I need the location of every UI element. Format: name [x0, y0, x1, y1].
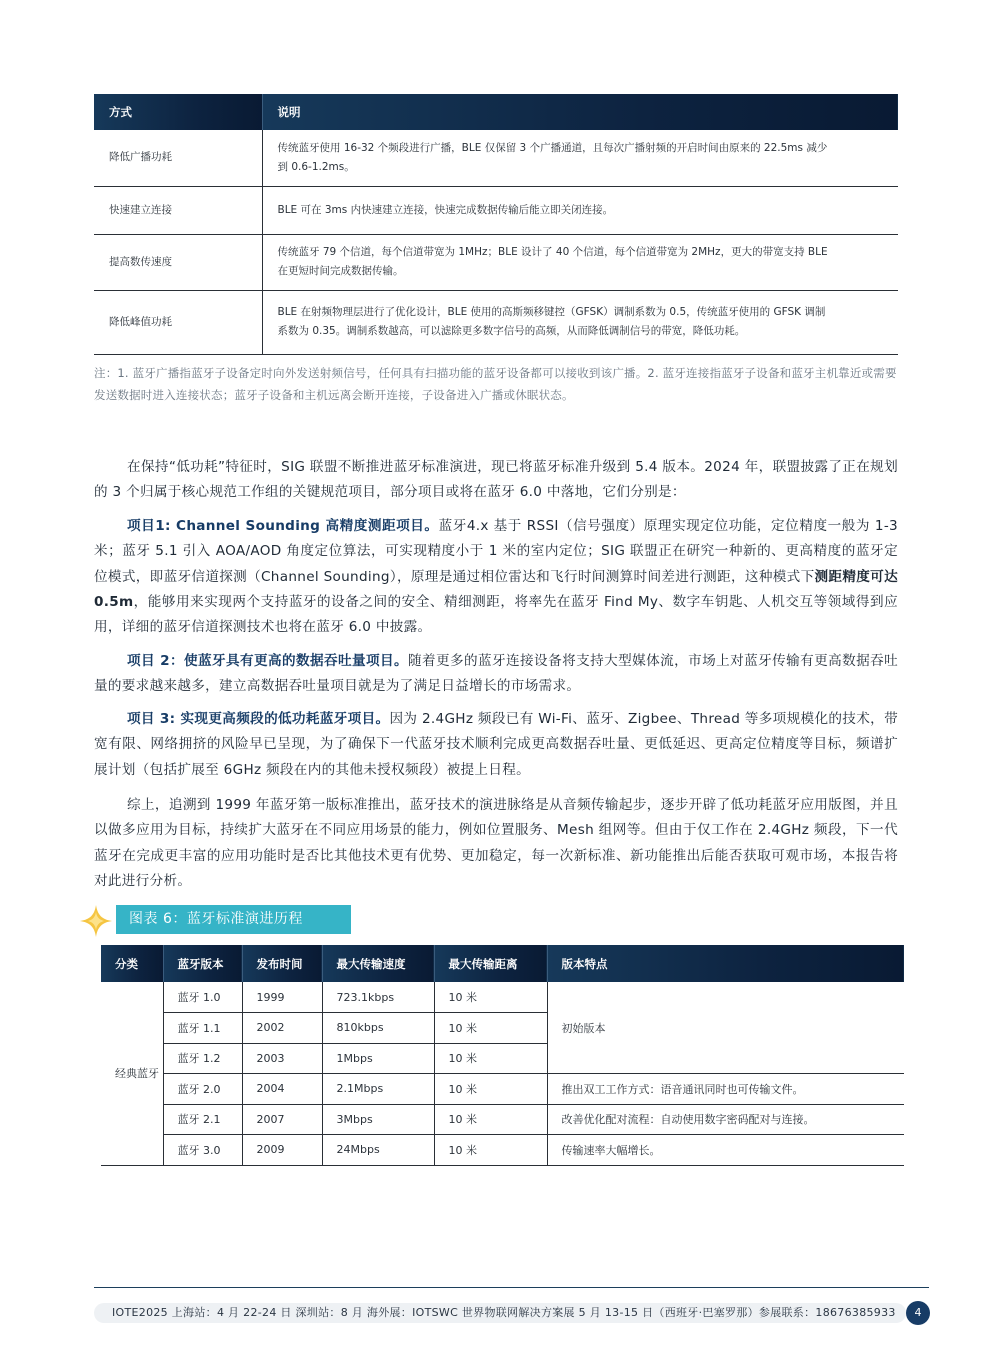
feature-cell: 推出双工工作方式：语音通讯同时也可传输文件。 [547, 1074, 904, 1105]
desc-cell [262, 290, 898, 354]
desc-line: 传统蓝牙使用 16-32 个频段进行广播，BLE 仅保留 3 个广播通道，且每次广播射频的开启时间由原来的 22.5ms 减少 [277, 141, 828, 154]
comparison-table [94, 94, 898, 355]
range-cell: 10 米 [434, 982, 547, 1013]
table-header-row [101, 945, 904, 982]
year-cell: 2003 [242, 1043, 322, 1074]
speed-cell: 24Mbps [322, 1135, 434, 1166]
paragraph-project-1 [94, 514, 898, 640]
bluetooth-evolution-table [101, 945, 904, 1166]
table-row [101, 1074, 904, 1105]
speed-cell: 1Mbps [322, 1043, 434, 1074]
year-cell: 2009 [242, 1135, 322, 1166]
paragraph-project-3 [94, 707, 898, 783]
project-1-heading: 项目1: Channel Sounding 高精度测距项目。 [127, 518, 439, 534]
table-row [94, 186, 898, 234]
paragraph-text: ，能够用来实现两个支持蓝牙的设备之间的安全、精细测距，将率先在蓝牙 Find My、数字车钥匙、人机交互等领域得到应用，详细的蓝牙信道探测技术也将在蓝牙 6.0 中披露。 [94, 593, 898, 636]
range-cell: 10 米 [434, 1074, 547, 1105]
project-2-heading: 项目 2：使蓝牙具有更高的数据吞吐量项目。 [127, 653, 409, 669]
desc-cell [262, 130, 898, 186]
desc-line: BLE 在射频物理层进行了优化设计，BLE 使用的高斯频移键控（GFSK）调制系数为 0.5，传统蓝牙使用的 GFSK 调制 [277, 306, 826, 318]
table-header-version: 蓝牙版本 [163, 945, 242, 982]
table-note: 注：1. 蓝牙广播指蓝牙子设备定时向外发送射频信号，任何具有扫描功能的蓝牙设备都可以接收到该广播。2. 蓝牙连接指蓝牙子设备和蓝牙主机靠近或需要发送数据时进入连接状态；蓝牙子设备和主机远离会断开连接，子设备进入广播或休眠状态。 [94, 366, 897, 402]
table-header-range: 最大传输距离 [434, 945, 547, 982]
table-row [101, 982, 904, 1013]
table-row [101, 1135, 904, 1166]
year-cell: 2004 [242, 1074, 322, 1105]
version-cell: 蓝牙 1.2 [163, 1043, 242, 1074]
method-cell: 降低峰值功耗 [94, 290, 262, 354]
table-row [94, 290, 898, 354]
method-cell: 快速建立连接 [94, 186, 262, 234]
version-cell: 蓝牙 2.0 [163, 1074, 242, 1105]
desc-line: 传统蓝牙 79 个信道，每个信道带宽为 1MHz；BLE 设计了 40 个信道，每个信道带宽为 2MHz，更大的带宽支持 BLE [277, 246, 828, 258]
desc-cell: BLE 可在 3ms 内快速建立连接，快速完成数据传输后能立即关闭连接。 [262, 186, 898, 234]
version-cell: 蓝牙 2.1 [163, 1104, 242, 1135]
feature-cell: 传输速率大幅增长。 [547, 1135, 904, 1166]
speed-cell: 723.1kbps [322, 982, 434, 1013]
speed-cell: 810kbps [322, 1013, 434, 1044]
page-number: 4 [906, 1301, 930, 1325]
table-row [94, 130, 898, 186]
paragraph-project-2 [94, 649, 898, 700]
footer-text: IOTE2025 上海站：4 月 22-24 日 深圳站：8 月 海外展：IOTSWC 世界物联网解决方案展 5 月 13-15 日（西班牙·巴塞罗那）参展联系：18676385933 [112, 1306, 896, 1319]
speed-cell: 3Mbps [322, 1104, 434, 1135]
table-row [94, 234, 898, 290]
range-cell: 10 米 [434, 1013, 547, 1044]
paragraph-text: 随着更多的蓝牙连接设备将支持大型媒体流，市场上对蓝牙传输有更高数据吞吐量的要求越来越多，建立高数据吞吐量项目就是为了满足日益增长的市场需求。 [94, 653, 898, 695]
figure-caption [116, 905, 351, 934]
feature-cell: 初始版本 [547, 982, 904, 1074]
desc-line: 在更短时间完成数据传输。 [277, 265, 404, 277]
table-header-date: 发布时间 [242, 945, 322, 982]
table-header-features: 版本特点 [547, 945, 904, 982]
sparkle-icon [78, 903, 114, 939]
year-cell: 2002 [242, 1013, 322, 1044]
table-row [101, 1104, 904, 1135]
paragraph-summary: 综上，追溯到 1999 年蓝牙第一版标准推出，蓝牙技术的演进脉络是从音频传输起步，逐步开辟了低功耗蓝牙应用版图，并且以做多应用为目标，持续扩大蓝牙在不同应用场景的能力，例如位置服务、Mesh 组网等。但由于仅工作在 2.4GHz 频段，下一代蓝牙在完成更丰富的应用功能时是否比其他技术更有优势、更加稳定，每一次新标准、新功能推出后能否获取可观市场，本报告将对此进行分析。 [94, 797, 898, 889]
table-header-category: 分类 [101, 945, 163, 982]
version-cell: 蓝牙 3.0 [163, 1135, 242, 1166]
table-header-method: 方式 [94, 94, 262, 130]
paragraph-text: 因为 2.4GHz 频段已有 Wi-Fi、蓝牙、Zigbee、Thread 等多项规模化的技术，带宽有限、网络拥挤的风险早已呈现，为了确保下一代蓝牙技术顺利完成更高数据吞吐量、更低延迟、更高定位精度等目标，频谱扩展计划（包括扩展至 6GHz 频段在内的其他未授权频段）被提上日程。 [94, 711, 898, 778]
range-cell: 10 米 [434, 1135, 547, 1166]
version-cell: 蓝牙 1.1 [163, 1013, 242, 1044]
year-cell: 1999 [242, 982, 322, 1013]
figure-caption-text: 图表 6：蓝牙标准演进历程 [129, 911, 303, 927]
project-3-heading: 项目 3: 实现更高频段的低功耗蓝牙项目。 [127, 711, 390, 727]
footer-divider [94, 1287, 929, 1288]
desc-line: 系数为 0.35。调制系数越高，可以滤除更多数字信号的高频，从而降低调制信号的带宽，降低功耗。 [277, 325, 746, 337]
range-cell: 10 米 [434, 1043, 547, 1074]
table-header-row [94, 94, 898, 130]
range-cell: 10 米 [434, 1104, 547, 1135]
category-cell: 经典蓝牙 [101, 982, 163, 1165]
year-cell: 2007 [242, 1104, 322, 1135]
paragraph-text: 蓝牙4.x 基于 RSSI（信号强度）原理实现定位功能，定位精度一般为 1-3 米；蓝牙 5.1 引入 AOA/AOD 角度定位算法，可实现精度小于 1 米的室内定位；SIG 联盟正在研究一种新的、更高精度的蓝牙定位模式，即蓝牙信道探测（Channel Sounding），原理是通过相位雷达和飞行时间测算时间差进行测距，这种模式下 [94, 518, 898, 585]
paragraph-intro: 在保持“低功耗”特征时，SIG 联盟不断推进蓝牙标准演进，现已将蓝牙标准升级到 5.4 版本。2024 年，联盟披露了正在规划的 3 个归属于核心规范工作组的关键规范项目，部分项目或将在蓝牙 6.0 中落地，它们分别是： [94, 459, 898, 501]
table-header-speed: 最大传输速度 [322, 945, 434, 982]
method-cell: 降低广播功耗 [94, 130, 262, 186]
feature-cell: 改善优化配对流程：自动使用数字密码配对与连接。 [547, 1104, 904, 1135]
desc-cell [262, 234, 898, 290]
version-cell: 蓝牙 1.0 [163, 982, 242, 1013]
desc-line: 到 0.6-1.2ms。 [277, 160, 355, 173]
speed-cell: 2.1Mbps [322, 1074, 434, 1105]
method-cell: 提高数传速度 [94, 234, 262, 290]
table-header-desc: 说明 [262, 94, 898, 130]
highlight-text: 测距精度可达 0.5m [94, 568, 898, 610]
